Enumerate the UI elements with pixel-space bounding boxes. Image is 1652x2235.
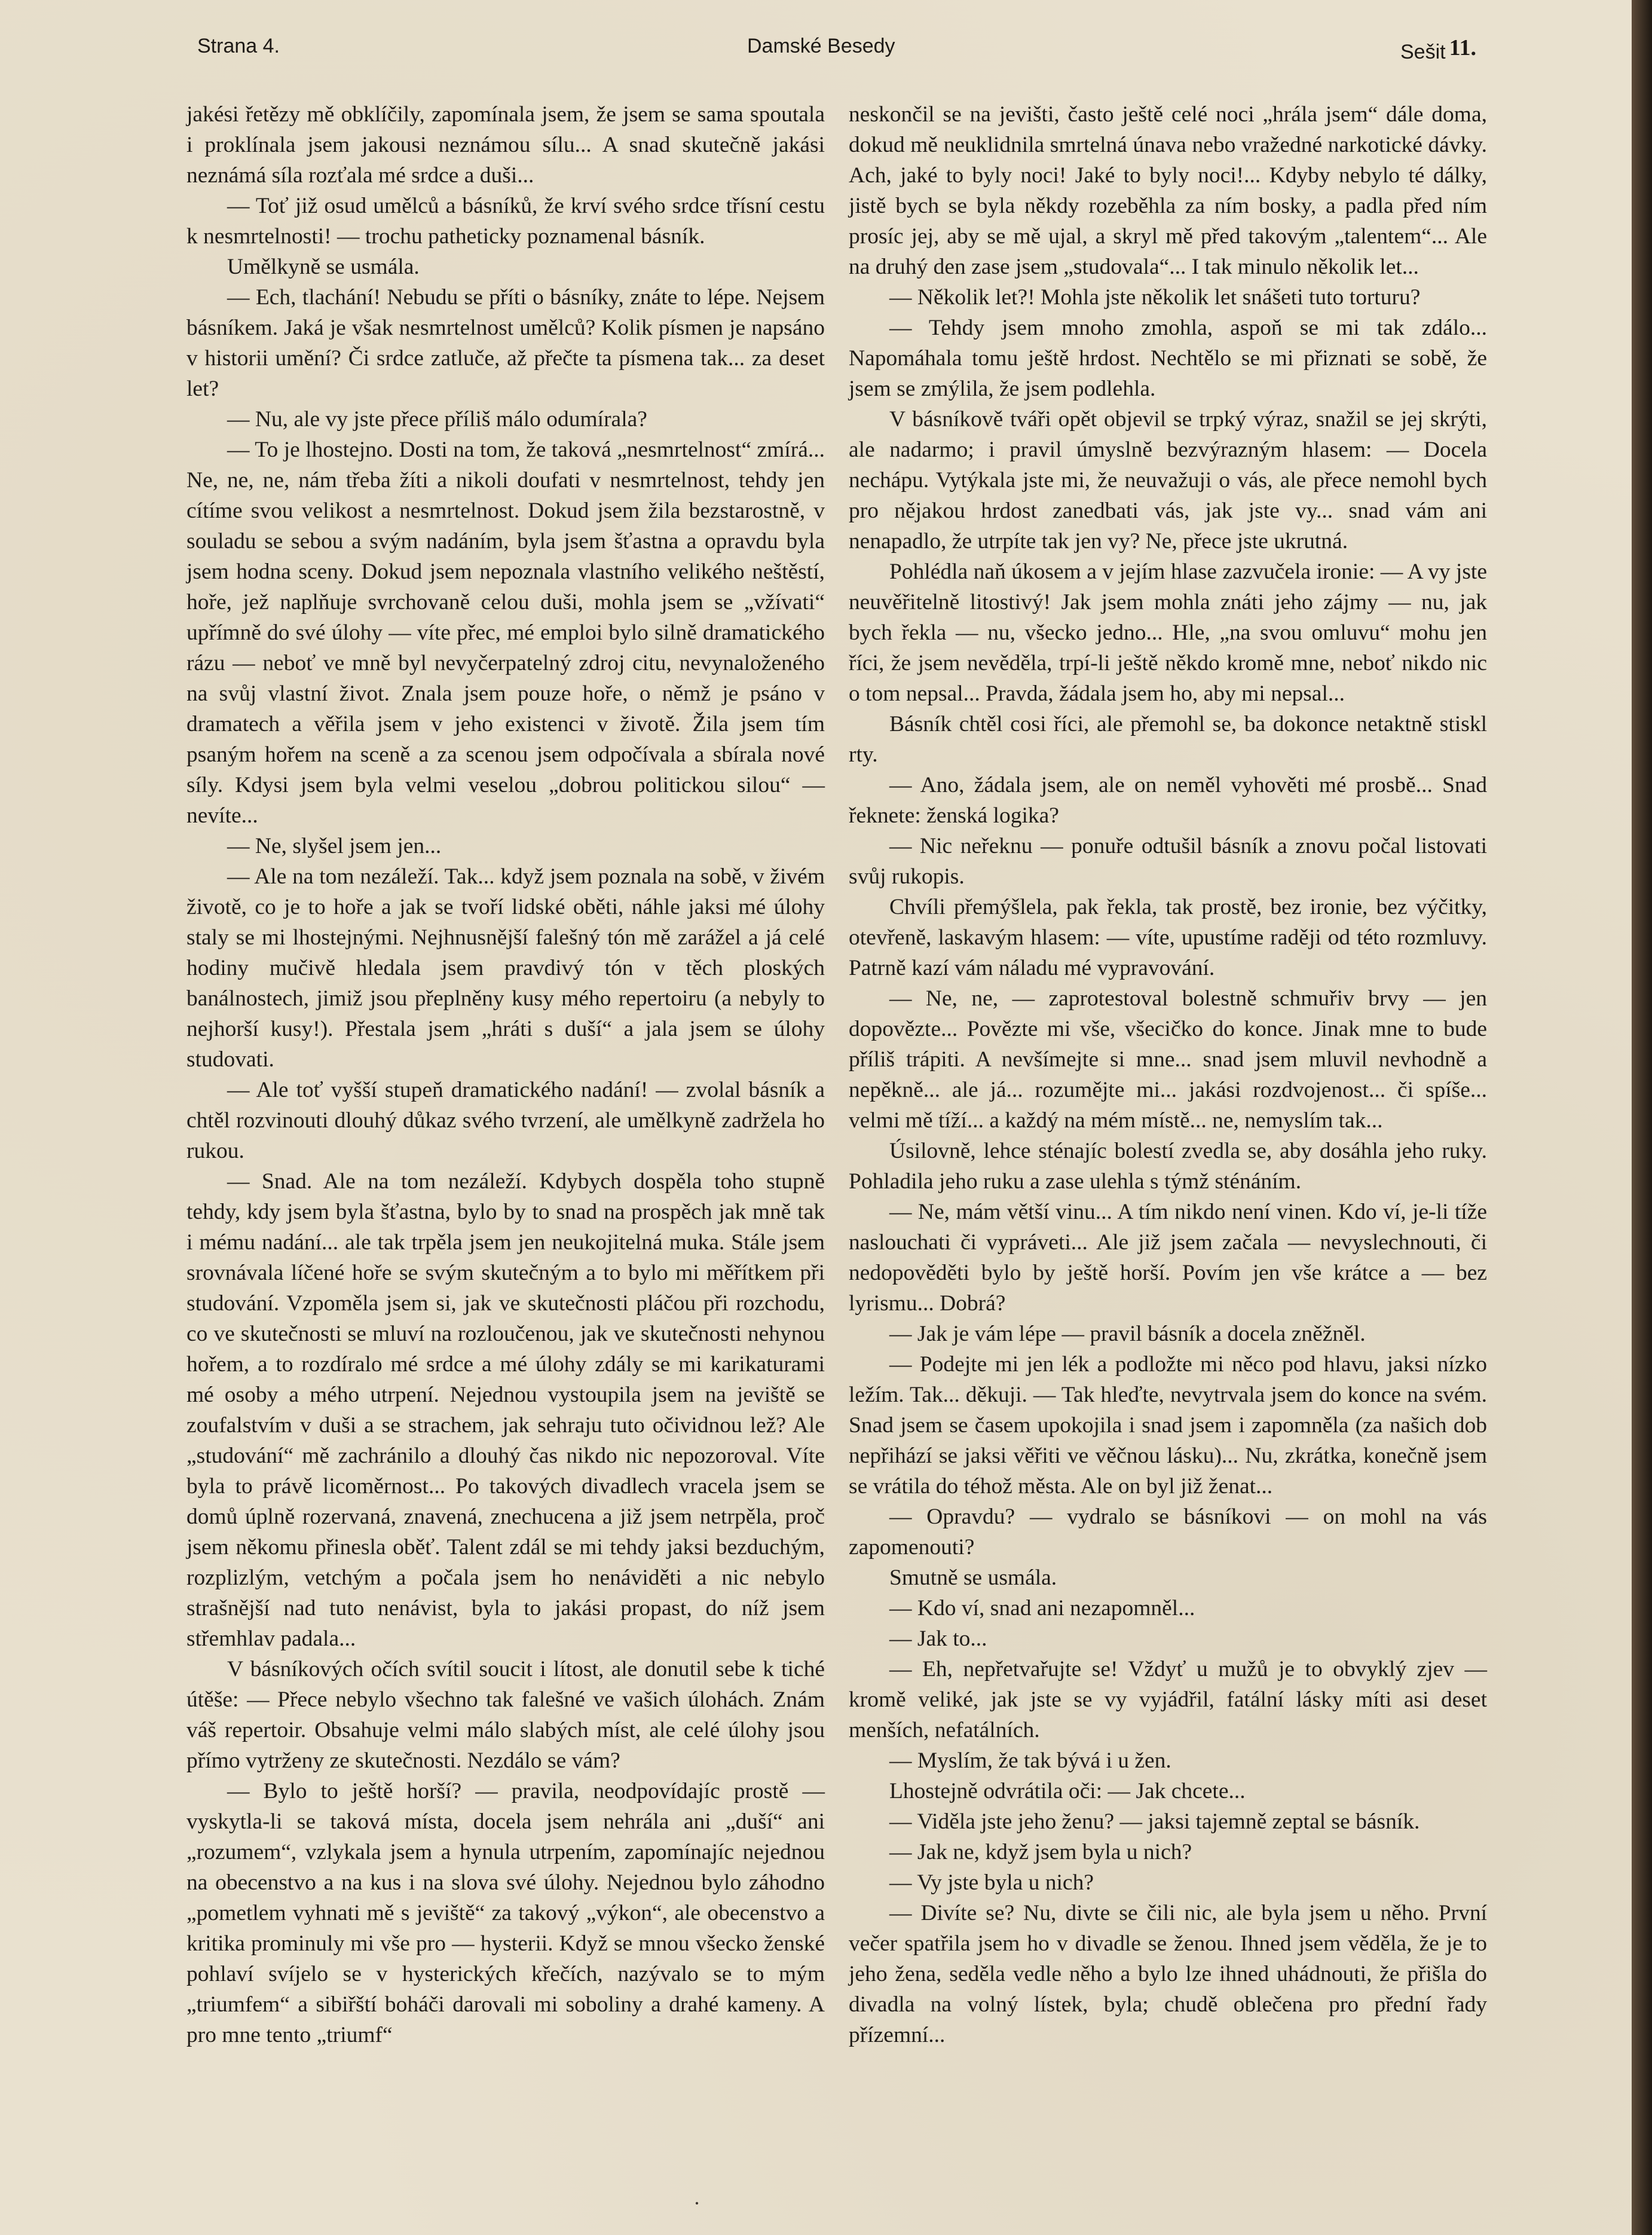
paragraph: — Bylo to ještě horší? — pravila, neodpovídajíc prostě — vyskytla-li se taková místa, docela jsem nehrála ani „duší“ ani „rozumem“, vzlykala jsem a hynula utrpením, zapomínajíc nejednou na obecenstvo a na kus i na slova své úlohy. Nejednou bylo záhodno „pometlem vyhnati mě s jeviště“ za takový „výkon“, ale obecenstvo a kritika prominuly mi vše pro — hysterii. Když se mnou všecko ženské pohlaví svíjelo se v hysterických křečích, nazývalo se to mým „triumfem“ a sibiřští boháči darovali mi soboliny a drahé kameny. A pro mne tento „triumf“ [186,1779,825,2047]
paragraph: — Nu, ale vy jste přece příliš málo odumírala? [227,407,647,432]
issue-number: 11. [1449,35,1476,60]
paragraph: — Toť již osud umělců a básníků, že krví svého srdce třísní cestu k nesmrtelnosti! — trochu patheticky poznamenal básník. [186,194,825,249]
issue-label [1400,35,1476,64]
issue-word: Sešit [1400,41,1446,63]
paragraph: — Ne, slyšel jsem jen... [227,834,442,858]
paragraph: — Vy jste byla u nich? [889,1870,1094,1895]
paragraph: — Tehdy jsem mnoho zmohla, aspoň se mi tak zdálo... Napomáhala tomu ještě hrdost. Nechtělo se mi přiznati se sobě, že jsem se zmýlila, že jsem podlehla. [849,316,1487,401]
paragraph: — To je lhostejno. Dosti na tom, že taková „nesmrtelnost“ zmírá... Ne, ne, ne, nám třeba žíti a nikoli doufati v nesmrtelnost, tehdy jen cítíme svou velikost a nesmrtelnost. Dokud jsem žila bezstarostně, v souladu se sebou a svým nadáním, byla jsem šťastna a opravdu byla jsem hodna sceny. Dokud jsem nepoznala vlastního velikého neštěstí, hoře, jež naplňuje svrchovaně celou duši, mohla jsem se „vžívati“ upřímně do své úlohy — víte přec, mé emploi bylo silně dramatického rázu — neboť ve mně byl nevyčerpatelný zdroj citu, nevynaloženého na svůj vlastní život. Znala jsem pouze hoře, o němž je psáno v dramatech a věřila jsem v jeho existenci v životě. Žila jsem tím psaným hořem na sceně a za scenou jsem odpočívala a sbírala nové síly. Kdysi jsem byla velmi veselou „dobrou politickou silou“ — nevíte... [186,438,825,828]
paragraph: neskončil se na jevišti, často ještě celé noci „hrála jsem“ dále doma, dokud mě neuklidnila smrtelná únava nebo vražedné narkotické dávky. Ach, jaké to byly noci! Jaké to byly noci!... Kdyby nebylo té dálky, jistě bych se byla někdy rozeběhla za ním bosky, a padla před ním prosíc jej, aby se mě ujal, a skryl mě před takovým „talentem“... Ale na druhý den zase jsem „studovala“... I tak minulo několik let... [849,102,1487,279]
paragraph: — Myslím, že tak bývá i u žen. [889,1748,1171,1773]
paragraph: — Ne, mám větší vinu... A tím nikdo není vinen. Kdo ví, je-li tíže naslouchati či vypráveti... Ale již jsem začala — nevyslechnouti, či nedopověděti bylo by ještě horší. Povím jen vše krátce a — bez lyrismu... Dobrá? [849,1200,1487,1316]
paragraph: — Jak je vám lépe — pravil básník a docela zněžněl. [889,1322,1366,1346]
paragraph: Básník chtěl cosi říci, ale přemohl se, ba dokonce netaktně stiskl rty. [849,712,1487,767]
paragraph: — Ale na tom nezáleží. Tak... když jsem poznala na sobě, v živém životě, co je to hoře a jak se tvoří lidské oběti, náhle jaksi mé úlohy staly se mi lhostejnými. Nejhnusnější falešný tón mě zarážel a já celé hodiny mučivě hledala jsem pravdivý tón v těch ploských banálnostech, jimiž jsou přeplněny kusy mého repertoiru (a nebyly to nejhorší kusy!). Přestala jsem „hráti s duší“ a jala jsem se úlohy studovati. [186,864,825,1072]
paragraph: — Viděla jste jeho ženu? — jaksi tajemně zeptal se básník. [889,1809,1420,1834]
paragraph: — Kdo ví, snad ani nezapomněl... [889,1596,1195,1621]
paragraph: — Jak to... [889,1626,987,1651]
paragraph: — Jak ne, když jsem byla u nich? [889,1840,1192,1864]
paragraph: — Divíte se? Nu, divte se čili nic, ale byla jsem u něho. První večer spatřila jsem ho v divadle se ženou. Ihned jsem věděla, že je to jeho žena, seděla vedle něho a bylo lze ihned uhádnouti, že přišla do divadla na volný lístek, byla; chudě oblečena pro přední řady přízemní... [849,1901,1487,2047]
paragraph: Umělkyně se usmála. [227,255,420,279]
page-number: Strana 4. [197,35,280,57]
paragraph: — Několik let?! Mohla jste několik let snášeti tuto torturu? [889,285,1421,310]
paragraph: Lhostejně odvrátila oči: — Jak chcete... [889,1779,1246,1803]
paragraph: — Ech, tlachání! Nebudu se příti o básníky, znáte to lépe. Nejsem básníkem. Jaká je však nesmrtelnost umělců? Kolik písmen je napsáno v historii umění? Či srdce zatluče, až přečte ta písmena tak... za deset let? [186,285,825,401]
right-column [849,99,1487,2050]
paragraph: — Ne, ne, — zaprotestoval bolestně schmuřiv brvy — jen dopovězte... Povězte mi vše, všecičko do konce. Jinak mne to bude příliš trápiti. A nevšímejte si mne... snad jsem mluvil nevhodně a nepěkně... ale já... rozumějte mi... jakási rozdvojenost... či spíše... velmi mě tíží... a každý na mém místě... ne, nemyslím tak... [849,986,1487,1133]
paragraph: — Opravdu? — vydralo se básníkovi — on mohl na vás zapomenouti? [849,1505,1487,1560]
paragraph: — Snad. Ale na tom nezáleží. Kdybych dospěla toho stupně tehdy, kdy jsem byla šťastna, bylo by to snad na prospěch jak mně tak i mému nadání... ale tak trpěla jsem jen neukojitelná muka. Stále jsem srovnávala líčené hoře se svým skutečným a to bylo mi měřítkem při studování. Vzpoměla jsem si, jak ve skutečnosti pláčou při rozchodu, co ve skutečnosti se mluví na rozloučenou, jak ve skutečnosti nehynou hořem, a to rozdíralo mé srdce a mé úlohy zdály se mi karikaturami mé osoby a mého utrpení. Nejednou vystoupila jsem na jeviště se zoufalstvím v duši a se strachem, jak sehraju tuto očividnou lež? Ale „studování“ mě zachránilo a dlouhý čas nikdo nic nepozoroval. Víte byla to právě licoměrnost... Po takových divadlech vracela jsem se domů úplně rozervaná, znavená, znechucena a již jsem netrpěla, proč jsem někomu přinesla oběť. Talent zdál se mi tehdy jaksi bezduchým, rozplizlým, vetchým a počala jsem ho nenáviděti a nic nebylo strašnější nad tuto nenávist, byla to jakási propast, do níž jsem střemhlav padala... [186,1169,825,1651]
paragraph: Chvíli přemýšlela, pak řekla, tak prostě, bez ironie, bez výčitky, otevřeně, laskavým hlasem: — víte, upustíme raději od této rozmluvy. Patrně kazí vám náladu mé vypravování. [849,895,1487,980]
paragraph: jakési řetězy mě obklíčily, zapomínala jsem, že jsem se sama spoutala i proklínala jsem jakousi neznámou sílu... A snad skutečně jakási neznámá síla rozťala mé srdce a duši... [186,102,825,188]
journal-title: Damské Besedy [747,35,895,57]
paragraph: V básníkově tváři opět objevil se trpký výraz, snažil se jej skrýti, ale nadarmo; i pravil úmyslně bezvýrazným hlasem: — Docela nechápu. Vytýkala jste mi, že neuvažuji o vás, ale přece nemohl bych pro nějakou hrdost zanedbati vás, jak jste vy... snad vám ani nenapadlo, že utrpíte tak jen vy? Ne, přece jste ukrutná. [849,407,1487,554]
paragraph: Pohlédla naň úkosem a v jejím hlase zazvučela ironie: — A vy jste neuvěřitelně litostivý! Jak jsem mohla znáti jeho zájmy — nu, jak bych řekla — nu, všecko jedno... Hle, „na svou omluvu“ mohu jen říci, že jsem nevěděla, trpí-li ještě někdo kromě mne, neboť nikdo nic o tom nepsal... Pravda, žádala jsem ho, aby mi nepsal... [849,559,1487,706]
page-header [197,30,1476,72]
paragraph: — Nic neřeknu — ponuře odtušil básník a znovu počal listovati svůj rukopis. [849,834,1487,889]
paragraph: — Podejte mi jen lék a podložte mi něco pod hlavu, jaksi nízko ležím. Tak... děkuji. — Tak hleďte, nevytrvala jsem do konce na svém. Snad jsem se časem upokojila i snad jsem i zapomněla (za našich dob nepřihází se jaksi věřiti ve věčnou lásku)... Nu, zkrátka, konečně jsem se vrátila do téhož města. Ale on byl již ženat... [849,1352,1487,1499]
paragraph: — Eh, nepřetvařujte se! Vždyť u mužů je to obvyklý zjev — kromě veliké, jak jste se vy vyjádřil, fatální lásky míti asi deset menších, nefatálních. [849,1657,1487,1742]
paragraph: V básníkových očích svítil soucit i lítost, ale donutil sebe k tiché útěše: — Přece nebylo všechno tak falešné ve vašich úlohách. Znám váš repertoir. Obsahuje velmi málo slabých míst, ale celé úlohy jsou přímo vytrženy ze skutečnosti. Nezdálo se vám? [186,1657,825,1773]
left-column [186,99,825,2050]
paragraph: Smutně se usmála. [889,1566,1057,1590]
page-dot-mark: · [693,2191,700,2215]
paragraph: Úsilovně, lehce sténajíc bolestí zvedla se, aby dosáhla jeho ruky. Pohladila jeho ruku a zase ulehla s týmž sténáním. [849,1139,1487,1194]
paragraph: — Ano, žádala jsem, ale on neměl vyhověti mé prosbě... Snad řeknete: ženská logika? [849,773,1487,828]
binding-edge [1632,0,1652,2235]
paragraph: — Ale toť vyšší stupeň dramatického nadání! — zvolal básník a chtěl rozvinouti dlouhý důkaz svého tvrzení, ale umělkyně zadržela ho rukou. [186,1078,825,1163]
